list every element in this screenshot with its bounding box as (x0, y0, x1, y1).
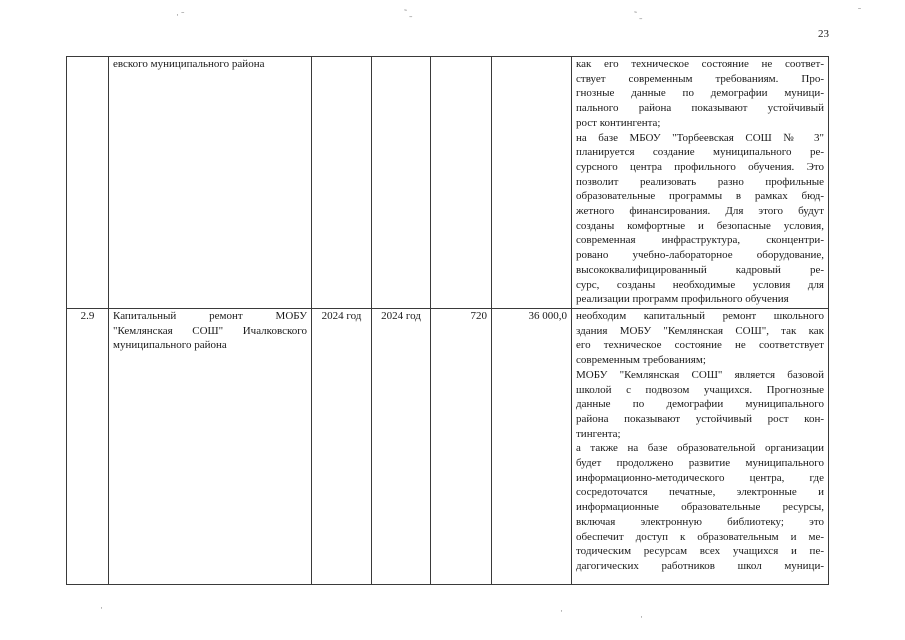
scan-speck: · (640, 612, 643, 622)
object-name: евского муниципального района (109, 57, 312, 309)
justification-line: гнозные данные по демографии муници- (576, 87, 824, 100)
justification-line: обеспечит доступ к образовательным и ме- (576, 530, 824, 543)
start-year (312, 57, 372, 309)
justification-line: будет продолжено развитие муниципального (576, 457, 824, 470)
justification (572, 309, 829, 585)
justification-line: реализации программ профильного обучения (576, 293, 789, 306)
justification-line: информационные образовательные ресурсы, (576, 501, 824, 514)
justification-line: необходим капитальный ремонт школьного (576, 310, 824, 322)
justification-line: ровано учебно-лабораторное оборудование, (576, 249, 824, 262)
scan-speck: · (560, 606, 563, 616)
justification-line: жетного финансирования. Для этого будут (576, 205, 824, 218)
justification-line: пального района показывают устойчивый (576, 102, 824, 115)
capacity (431, 57, 492, 309)
justification-line: включая электронную библиотеку; это (576, 515, 824, 528)
scan-speck: ˉ (858, 6, 861, 16)
justification-line: дагогических работников школ муници- (576, 559, 824, 572)
program-table (66, 56, 829, 585)
justification-line: МОБУ "Кемлянская СОШ" является базовой (576, 368, 824, 381)
justification-line: высококвалифицированный кадровый ре- (576, 263, 824, 276)
justification-line: здания МОБУ "Кемлянская СОШ", так как (576, 324, 824, 337)
object-name: Капитальный ремонт МОБУ "Кемлянская СОШ" Ичалковского муниципального района (109, 309, 312, 585)
justification-line: планируется создание муниципального ре- (576, 146, 824, 159)
justification-line: школой с подвозом учащихся. Прогнозные (576, 383, 824, 396)
end-year (372, 57, 431, 309)
justification-line: тингента; (576, 427, 621, 440)
justification-line: тодическим ресурсам всех учащихся и пе- (576, 545, 824, 558)
justification-line: созданы комфортные и безопасные условия, (576, 219, 824, 232)
justification-line: современная инфраструктура, сконцентри- (576, 234, 824, 247)
justification-line: ствует современным требованиям. Про- (576, 72, 824, 85)
justification (572, 57, 829, 309)
justification-line: сосредоточатся печатные, электронные и (576, 486, 824, 499)
scan-speck: · ˉ (176, 10, 185, 20)
justification-line: сурс, созданы необходимые условия для (576, 278, 824, 291)
justification-line: данные по демографии муниципального (576, 398, 824, 411)
justification-line: образовательные программы в рамках бюд- (576, 190, 824, 203)
table-row (67, 57, 829, 309)
justification-line: как его техническое состояние не соответ- (576, 58, 824, 70)
justification-line: позволит реализовать разно профильные (576, 175, 824, 188)
justification-line: его техническое состояние не соответствует (576, 339, 824, 352)
scan-speck: ˜ ˍ (634, 10, 643, 20)
page-number: 23 (818, 28, 829, 40)
cost: 36 000,0 (492, 309, 572, 585)
scan-speck: · (100, 603, 103, 613)
row-number: 2.9 (67, 309, 109, 585)
justification-line: на базе МБОУ "Торбеевская СОШ № 3" (576, 131, 824, 144)
cost (492, 57, 572, 309)
justification-line: рост контингента; (576, 116, 661, 129)
start-year: 2024 год (312, 309, 372, 585)
end-year: 2024 год (372, 309, 431, 585)
justification-line: информационно-методического центра, где (576, 471, 824, 484)
table-row (67, 309, 829, 585)
justification-line: сурсного центра профильного обучения. Это (576, 160, 824, 173)
justification-line: а также на базе образовательной организации (576, 442, 824, 455)
row-number (67, 57, 109, 309)
capacity: 720 (431, 309, 492, 585)
scan-speck: ˜ ˍ (404, 8, 413, 18)
justification-line: района показывают устойчивый рост кон- (576, 412, 824, 425)
justification-line: современным требованиям; (576, 354, 706, 367)
